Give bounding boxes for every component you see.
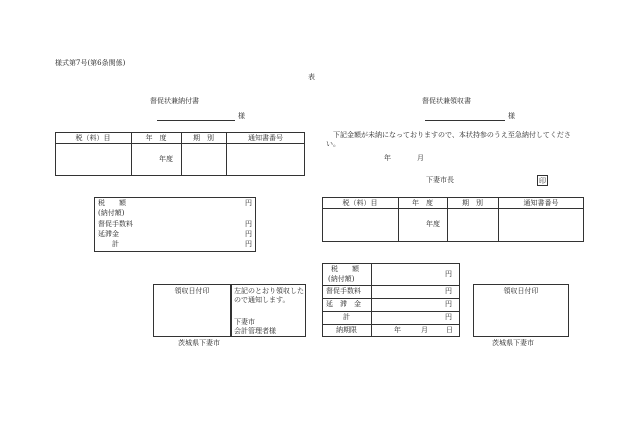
left-receipt-officer: 会計管理者様 bbox=[234, 327, 276, 335]
right-footer: 茨城県下妻市 bbox=[492, 339, 534, 347]
right-header-notice-no: 通知書番号 bbox=[523, 199, 559, 207]
left-amount-label-fee: 督促手数料 bbox=[98, 220, 133, 228]
left-amount-label-total: 計 bbox=[98, 240, 119, 248]
left-info-table-rule bbox=[55, 143, 305, 144]
right-seal-stamp: 印 bbox=[539, 177, 546, 185]
left-amount-unit: 円 bbox=[245, 240, 252, 248]
left-amount-unit: 円 bbox=[245, 199, 252, 207]
left-receipt-note: 左記のとおり領収したので通知します。 bbox=[234, 287, 304, 304]
right-date-year: 年 bbox=[384, 154, 391, 162]
right-amount-label-fee: 督促手数料 bbox=[326, 287, 361, 295]
left-amount-unit: 円 bbox=[245, 230, 252, 238]
right-title: 督促状兼領収書 bbox=[422, 97, 471, 105]
right-due-month: 月 bbox=[421, 326, 428, 334]
right-header-period: 期 別 bbox=[462, 199, 483, 207]
right-amount-label-due: 納期限 bbox=[336, 326, 357, 334]
left-footer: 茨城県下妻市 bbox=[178, 339, 220, 347]
right-notice: 下記金額が未納になっておりますので、本状持参のうえ至急納付してください。 bbox=[326, 131, 571, 148]
right-amount-unit: 円 bbox=[445, 300, 452, 308]
right-amount-row-rule bbox=[322, 324, 460, 325]
left-amount-label-tax: 税 額 bbox=[98, 199, 126, 207]
right-mayor: 下妻市長 bbox=[426, 176, 454, 184]
right-date-month: 月 bbox=[417, 154, 424, 162]
left-amount-label-payment: (納付額) bbox=[98, 209, 125, 217]
right-due-year: 年 bbox=[394, 326, 401, 334]
front-label: 表 bbox=[308, 73, 315, 81]
left-receipt-city: 下妻市 bbox=[234, 318, 255, 326]
right-amount-unit: 円 bbox=[445, 270, 452, 278]
form-id: 様式第7号(第6条関係) bbox=[55, 59, 126, 67]
left-addressee-line bbox=[157, 120, 235, 121]
right-addressee-suffix: 様 bbox=[508, 112, 515, 120]
left-header-notice-no: 通知書番号 bbox=[248, 134, 283, 142]
left-amount-unit: 円 bbox=[245, 220, 252, 228]
left-receipt-stamp-label: 領収日付印 bbox=[174, 287, 210, 295]
right-info-table-rule bbox=[322, 208, 584, 209]
right-header-year: 年 度 bbox=[412, 199, 433, 207]
right-amount-label-total: 計 bbox=[343, 313, 350, 321]
right-receipt-stamp-label: 領収日付印 bbox=[503, 287, 539, 295]
left-header-year: 年 度 bbox=[145, 134, 167, 142]
right-year-suffix: 年度 bbox=[426, 220, 440, 228]
left-header-tax-type: 税（料）目 bbox=[75, 134, 111, 142]
right-amount-unit: 円 bbox=[445, 313, 452, 321]
right-amount-label-tax: 税 額 bbox=[331, 265, 359, 273]
right-amount-label-payment: (納付額) bbox=[328, 275, 355, 283]
right-due-day: 日 bbox=[446, 326, 453, 334]
right-amount-unit: 円 bbox=[445, 287, 452, 295]
left-title: 督促状兼納付書 bbox=[150, 97, 199, 105]
left-header-period: 期 別 bbox=[193, 134, 214, 142]
right-amount-row-rule bbox=[322, 285, 460, 286]
right-addressee-line bbox=[425, 120, 505, 121]
left-addressee-suffix: 様 bbox=[238, 112, 245, 120]
right-amount-row-rule bbox=[322, 311, 460, 312]
left-amount-label-late: 延滞金 bbox=[98, 230, 119, 238]
right-amount-label-late: 延 滞 金 bbox=[326, 300, 361, 308]
left-year-suffix: 年度 bbox=[159, 155, 173, 163]
right-amount-col-divider bbox=[371, 263, 372, 337]
right-header-tax-type: 税（料）目 bbox=[342, 199, 378, 207]
right-amount-row-rule bbox=[322, 298, 460, 299]
